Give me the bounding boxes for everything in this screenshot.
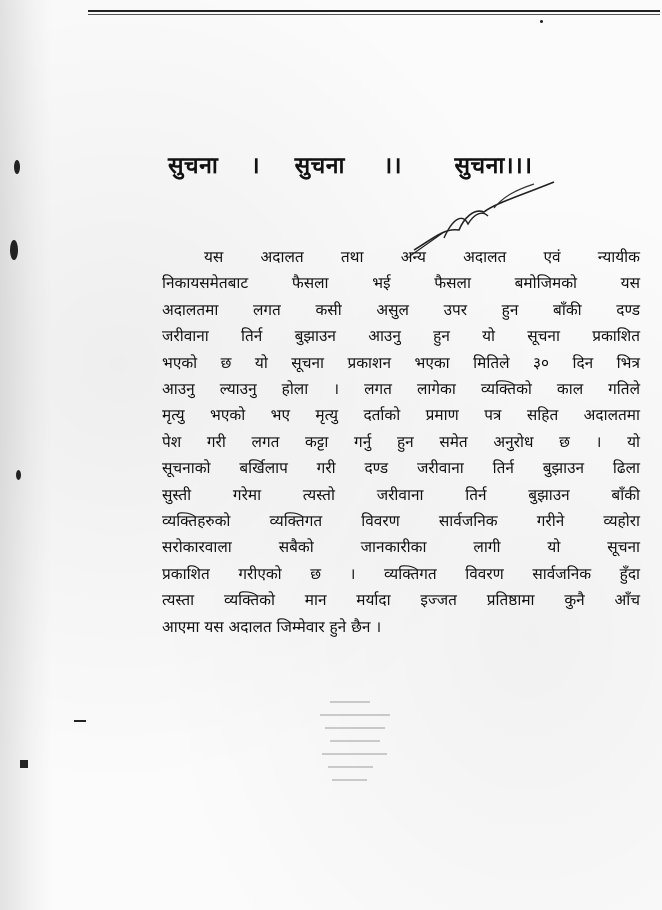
notice-line: मृत्यु भएको भए मृत्यु दर्ताको प्रमाण पत्र सहित अदालतमा [162,406,640,425]
notice-line: आएमा यस अदालत जिम्मेवार हुने छैन । [162,617,382,636]
notice-line: जरीवाना तिर्न बुझाउन आउनु हुन यो सूचना प्रकाशित [162,327,640,346]
scan-speck [10,240,18,260]
notice-line: त्यस्ता व्यक्तिको मान मर्यादा इज्जत प्रतिष्ठामा कुनै आँच [162,591,640,610]
notice-line: आउनु ल्याउनु होला । लगत लागेका व्यक्तिको काल गतिले [162,380,640,399]
title-word-3: सुचना [454,152,505,179]
notice-line: सरोकारवाला सबैको जानकारीका लागी यो सूचना [162,538,640,557]
top-border-line [88,10,660,12]
scan-mark [20,760,28,768]
scan-shadow-left [0,0,52,910]
title-danda-3: ।।। [504,152,533,179]
title-danda-2: ।। [383,152,402,179]
notice-line: पेश गरी लगत कट्टा गर्नु हुन समेत अनुरोध छ । यो [162,432,640,451]
notice-line: सुस्ती गरेमा त्यस्तो जरीवाना तिर्न बुझाउन बाँकी [162,485,640,504]
title-word-2: सुचना [294,152,345,179]
notice-line: प्रकाशित गरीएको छ । व्यक्तिगत विवरण सार्वजनिक हुँदा [162,564,640,583]
scan-mark [74,720,86,722]
notice-line: यस अदालत तथा अन्य अदालत एवं न्यायीक [204,248,640,266]
faint-bleedthrough-text [300,690,410,840]
notice-line: निकायसमेतबाट फैसला भई फैसला बमोजिमको यस [162,274,640,293]
notice-line: भएको छ यो सूचना प्रकाशन भएका मितिले ३० दिन भित्र [162,353,640,372]
notice-body [162,244,640,640]
scan-speck [540,20,543,23]
scan-speck [16,470,21,480]
top-border-line-inner [88,14,660,15]
title-word-1: सुचना [168,152,219,179]
notice-line: सूचनाको बर्खिलाप गरी दण्ड जरीवाना तिर्न बुझाउन ढिला [162,459,640,478]
scan-speck [14,160,20,174]
notice-line: अदालतमा लगत कसी असुल उपर हुन बाँकी दण्ड [162,300,640,319]
title-danda-1: । [250,152,261,179]
notice-line: व्यक्तिहरुको व्यक्तिगत विवरण सार्वजनिक गरीने व्यहोरा [162,512,640,531]
